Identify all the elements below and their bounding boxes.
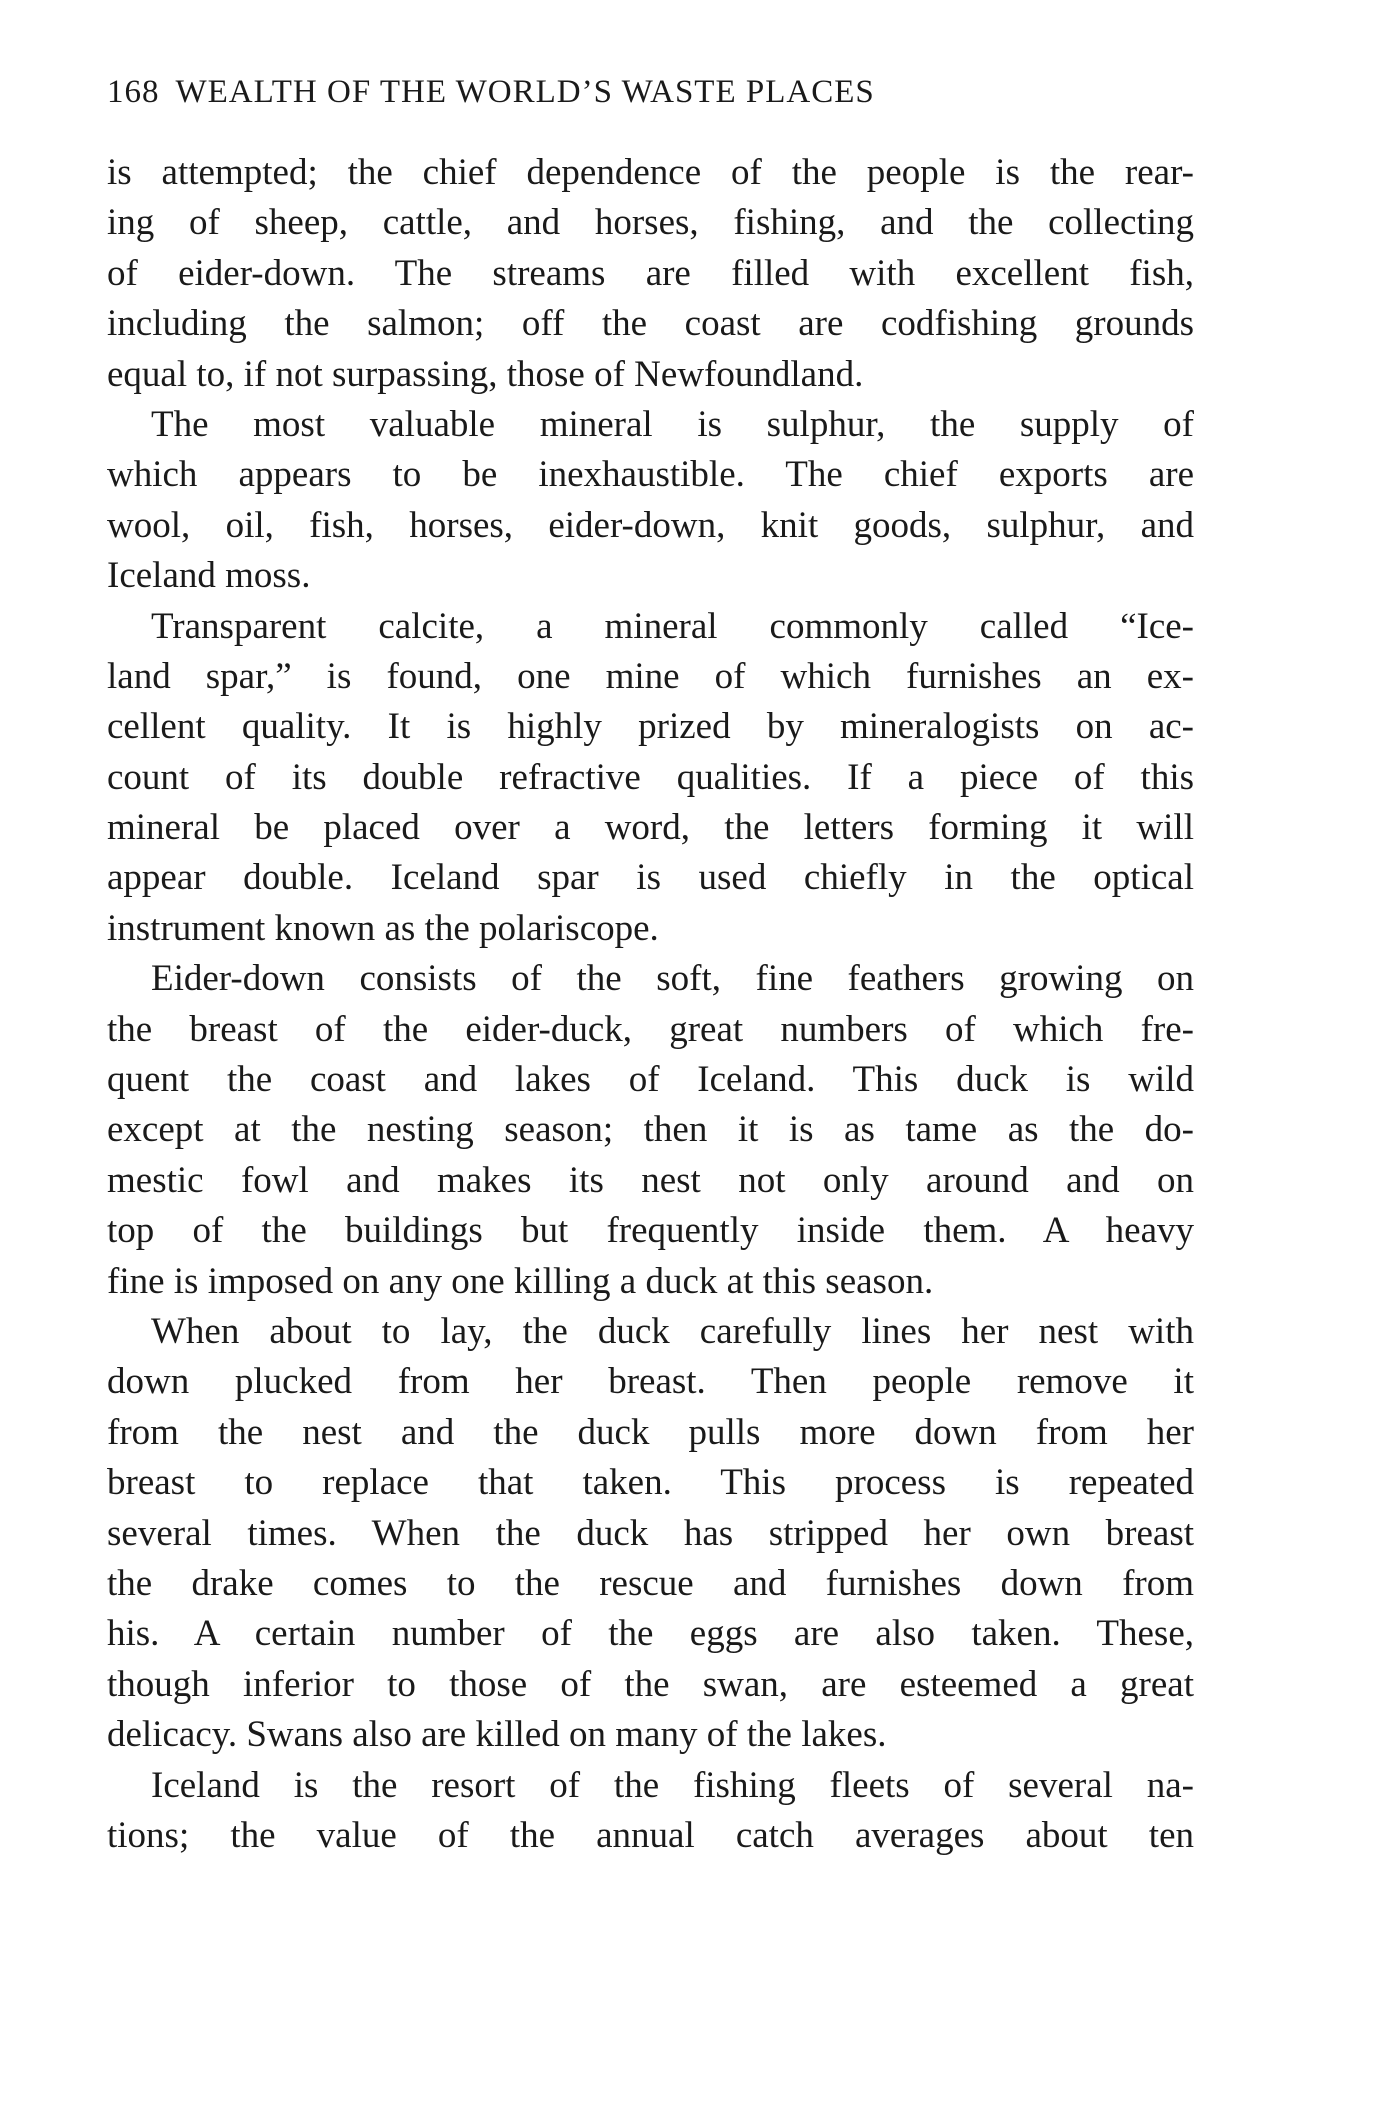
text-line: The most valuable mineral is sulphur, the supply of [151, 403, 1194, 445]
text-line: quent the coast and lakes of Iceland. This duck is wild [107, 1059, 1194, 1101]
text-line: Iceland is the resort of the fishing fleets of several na- [151, 1764, 1194, 1806]
text-line: fine is imposed on any one killing a duck at this season. [107, 1260, 934, 1302]
page-number: 168 [107, 74, 160, 110]
running-title: WEALTH OF THE WORLD’S WASTE PLACES [175, 74, 875, 110]
text-line: appear double. Iceland spar is used chiefly in the optical [107, 857, 1194, 899]
running-header [107, 74, 1107, 111]
text-line: several times. When the duck has stripped her own breast [107, 1512, 1194, 1554]
paragraph [107, 1761, 1194, 1862]
text-line: Eider-down consists of the soft, fine feathers growing on [151, 958, 1194, 1000]
text-line: though inferior to those of the swan, are esteemed a great [107, 1663, 1194, 1705]
text-line: of eider-down. The streams are filled with excellent fish, [107, 252, 1194, 294]
text-line: land spar,” is found, one mine of which furnishes an ex- [107, 655, 1194, 697]
text-line: except at the nesting season; then it is as tame as the do- [107, 1109, 1194, 1151]
text-line: When about to lay, the duck carefully lines her nest with [151, 1310, 1194, 1352]
text-line: wool, oil, fish, horses, eider-down, knit goods, sulphur, and [107, 504, 1194, 546]
text-line: the breast of the eider-duck, great numbers of which fre- [107, 1008, 1194, 1050]
paragraph [107, 602, 1194, 955]
text-line: mineral be placed over a word, the letters forming it will [107, 807, 1194, 849]
text-line: cellent quality. It is highly prized by mineralogists on ac- [107, 706, 1194, 748]
paragraph [107, 954, 1194, 1307]
text-line: equal to, if not surpassing, those of Newfoundland. [107, 353, 864, 395]
text-line: ing of sheep, cattle, and horses, fishing, and the collecting [107, 202, 1194, 244]
text-line: from the nest and the duck pulls more down from her [107, 1411, 1194, 1453]
paragraph [107, 400, 1194, 602]
paragraph [107, 1307, 1194, 1761]
text-line: Transparent calcite, a mineral commonly called “Ice- [151, 605, 1194, 647]
text-line: tions; the value of the annual catch averages about ten [107, 1814, 1194, 1856]
text-line: down plucked from her breast. Then people remove it [107, 1361, 1194, 1403]
text-line: count of its double refractive qualities. If a piece of this [107, 756, 1194, 798]
text-line: instrument known as the polariscope. [107, 907, 659, 949]
paragraph [107, 148, 1194, 400]
text-line: Iceland moss. [107, 555, 311, 597]
text-line: breast to replace that taken. This process is repeated [107, 1462, 1194, 1504]
text-line: including the salmon; off the coast are codfishing grounds [107, 303, 1194, 345]
body-text [107, 148, 1194, 1861]
text-line: the drake comes to the rescue and furnishes down from [107, 1562, 1194, 1604]
text-line: delicacy. Swans also are killed on many of the lakes. [107, 1714, 887, 1756]
text-line: is attempted; the chief dependence of the people is the rear- [107, 152, 1194, 193]
text-line: mestic fowl and makes its nest not only around and on [107, 1159, 1194, 1201]
text-line: his. A certain number of the eggs are also taken. These, [107, 1613, 1194, 1655]
text-line: which appears to be inexhaustible. The chief exports are [107, 454, 1194, 496]
text-line: top of the buildings but frequently inside them. A heavy [107, 1210, 1194, 1252]
